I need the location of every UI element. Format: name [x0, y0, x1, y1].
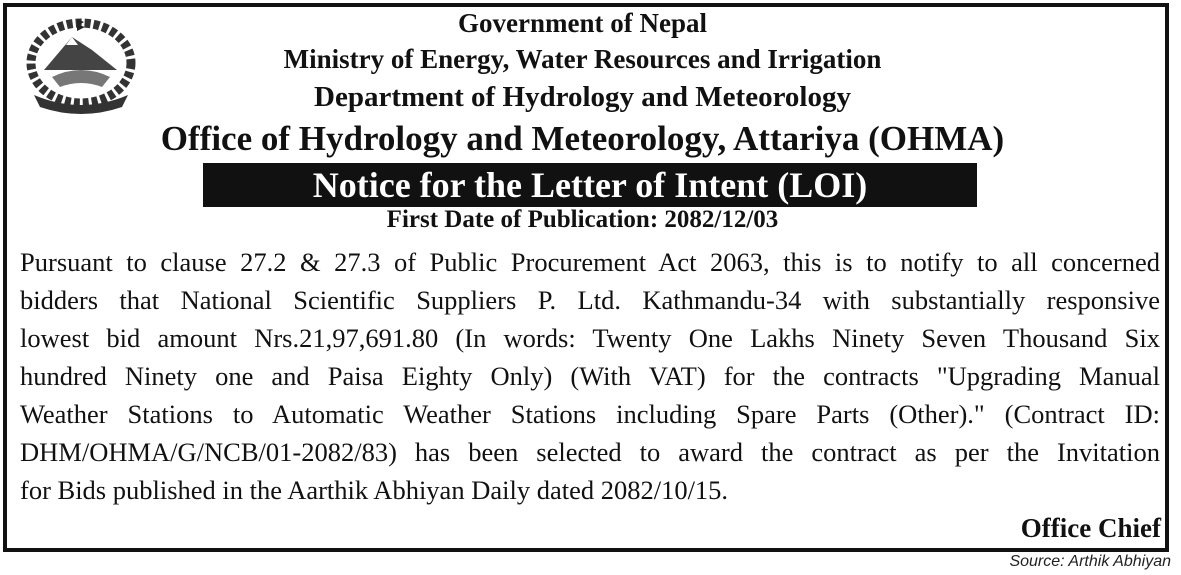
notice-title: Notice for the Letter of Intent (LOI) [203, 163, 977, 207]
signature: Office Chief [1020, 513, 1161, 543]
body-line: for Bids published in the Aarthik Abhiyan Daily dated 2082/10/15. [20, 475, 729, 505]
body-line: Pursuant to clause 27.2 & 27.3 of Public Procurement Act 2063, this is to notify to all concerned [20, 247, 1160, 277]
header-ministry: Ministry of Energy, Water Resources and Irrigation [283, 44, 882, 74]
header-office: Office of Hydrology and Meteorology, Attariya (OHMA) [160, 119, 1005, 158]
publication-date: First Date of Publication: 2082/12/03 [386, 206, 779, 233]
header-government: Government of Nepal [458, 8, 707, 38]
body-line: lowest bid amount Nrs.21,97,691.80 (In words: Twenty One Lakhs Ninety Seven Thousand Six [20, 323, 1160, 353]
body-line: bidders that National Scientific Suppliers P. Ltd. Kathmandu-34 with substantially responsive [20, 285, 1160, 315]
body-line: Weather Stations to Automatic Weather Stations including Spare Parts (Other)." (Contract ID: [20, 399, 1160, 429]
header-department: Department of Hydrology and Meteorology [314, 81, 851, 113]
source-credit: Source: Arthik Abhiyan [1009, 553, 1171, 570]
notice-body [20, 243, 1160, 509]
body-line: hundred Ninety one and Paisa Eighty Only) (With VAT) for the contracts "Upgrading Manual [20, 361, 1160, 391]
body-line: DHM/OHMA/G/NCB/01-2082/83) has been selected to award the contract as per the Invitation [20, 437, 1160, 467]
